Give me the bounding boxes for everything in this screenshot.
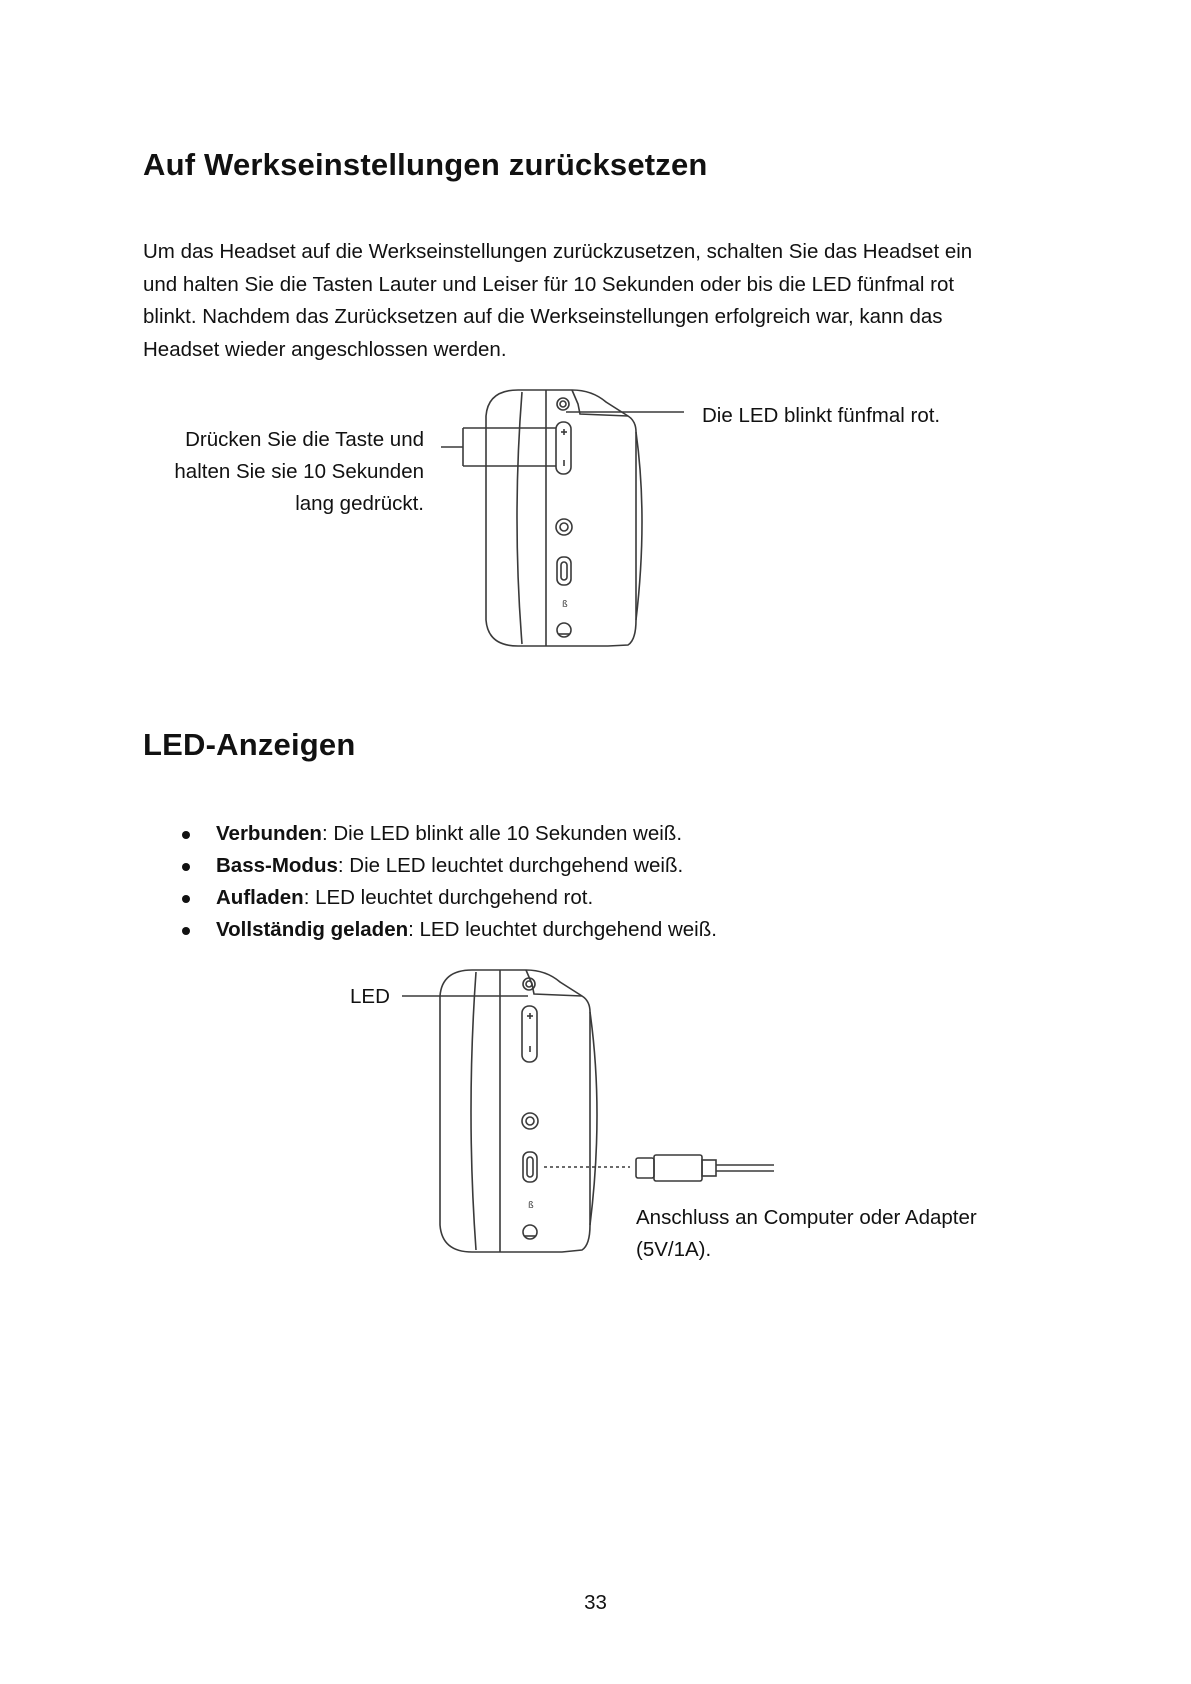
bullet-label: Verbunden: [216, 822, 322, 845]
paragraph-line: blinkt. Nachdem das Zurücksetzen auf die Werkseinstellungen erfolgreich war, kann das: [143, 305, 943, 328]
section-heading-led: LED-Anzeigen: [143, 727, 356, 762]
bullet-text: : LED leuchtet durchgehend rot.: [303, 886, 594, 909]
earcup-diagram-icon: [440, 970, 597, 1252]
paragraph-line: und halten Sie die Tasten Lauter und Leiser für 10 Sekunden oder bis die LED fünfmal rot: [143, 272, 955, 296]
bullet-label: Vollständig geladen: [216, 918, 409, 941]
callout-led-blink: Die LED blinkt fünfmal rot.: [702, 404, 941, 427]
section-heading-reset: Auf Werkseinstellungen zurücksetzen: [143, 147, 708, 182]
bullet-text: : Die LED leuchtet durchgehend weiß.: [337, 854, 684, 877]
svg-text:ß: ß: [562, 600, 568, 610]
callout-line: lang gedrückt.: [295, 492, 424, 515]
page-number: 33: [584, 1591, 607, 1614]
svg-text:ß: ß: [528, 1201, 534, 1211]
callout-led-label: LED: [350, 985, 390, 1008]
callout-line: (5V/1A).: [636, 1238, 712, 1261]
bullet-label: Bass-Modus: [216, 854, 338, 877]
paragraph-line: Headset wieder angeschlossen werden.: [143, 337, 507, 361]
callout-line: Anschluss an Computer oder Adapter: [636, 1206, 977, 1229]
usb-c-cable-icon: [636, 1155, 774, 1181]
bullet-text: : Die LED blinkt alle 10 Sekunden weiß.: [321, 822, 683, 845]
callout-line: Drücken Sie die Taste und: [185, 428, 424, 451]
callout-line: halten Sie sie 10 Sekunden: [174, 460, 424, 483]
callout-leader-lines: [441, 412, 684, 466]
bullet-label: Aufladen: [216, 886, 304, 909]
bullet-text: : LED leuchtet durchgehend weiß.: [408, 918, 717, 941]
paragraph-line: Um das Headset auf die Werkseinstellungen zurückzusetzen, schalten Sie das Headset ein: [143, 240, 973, 263]
